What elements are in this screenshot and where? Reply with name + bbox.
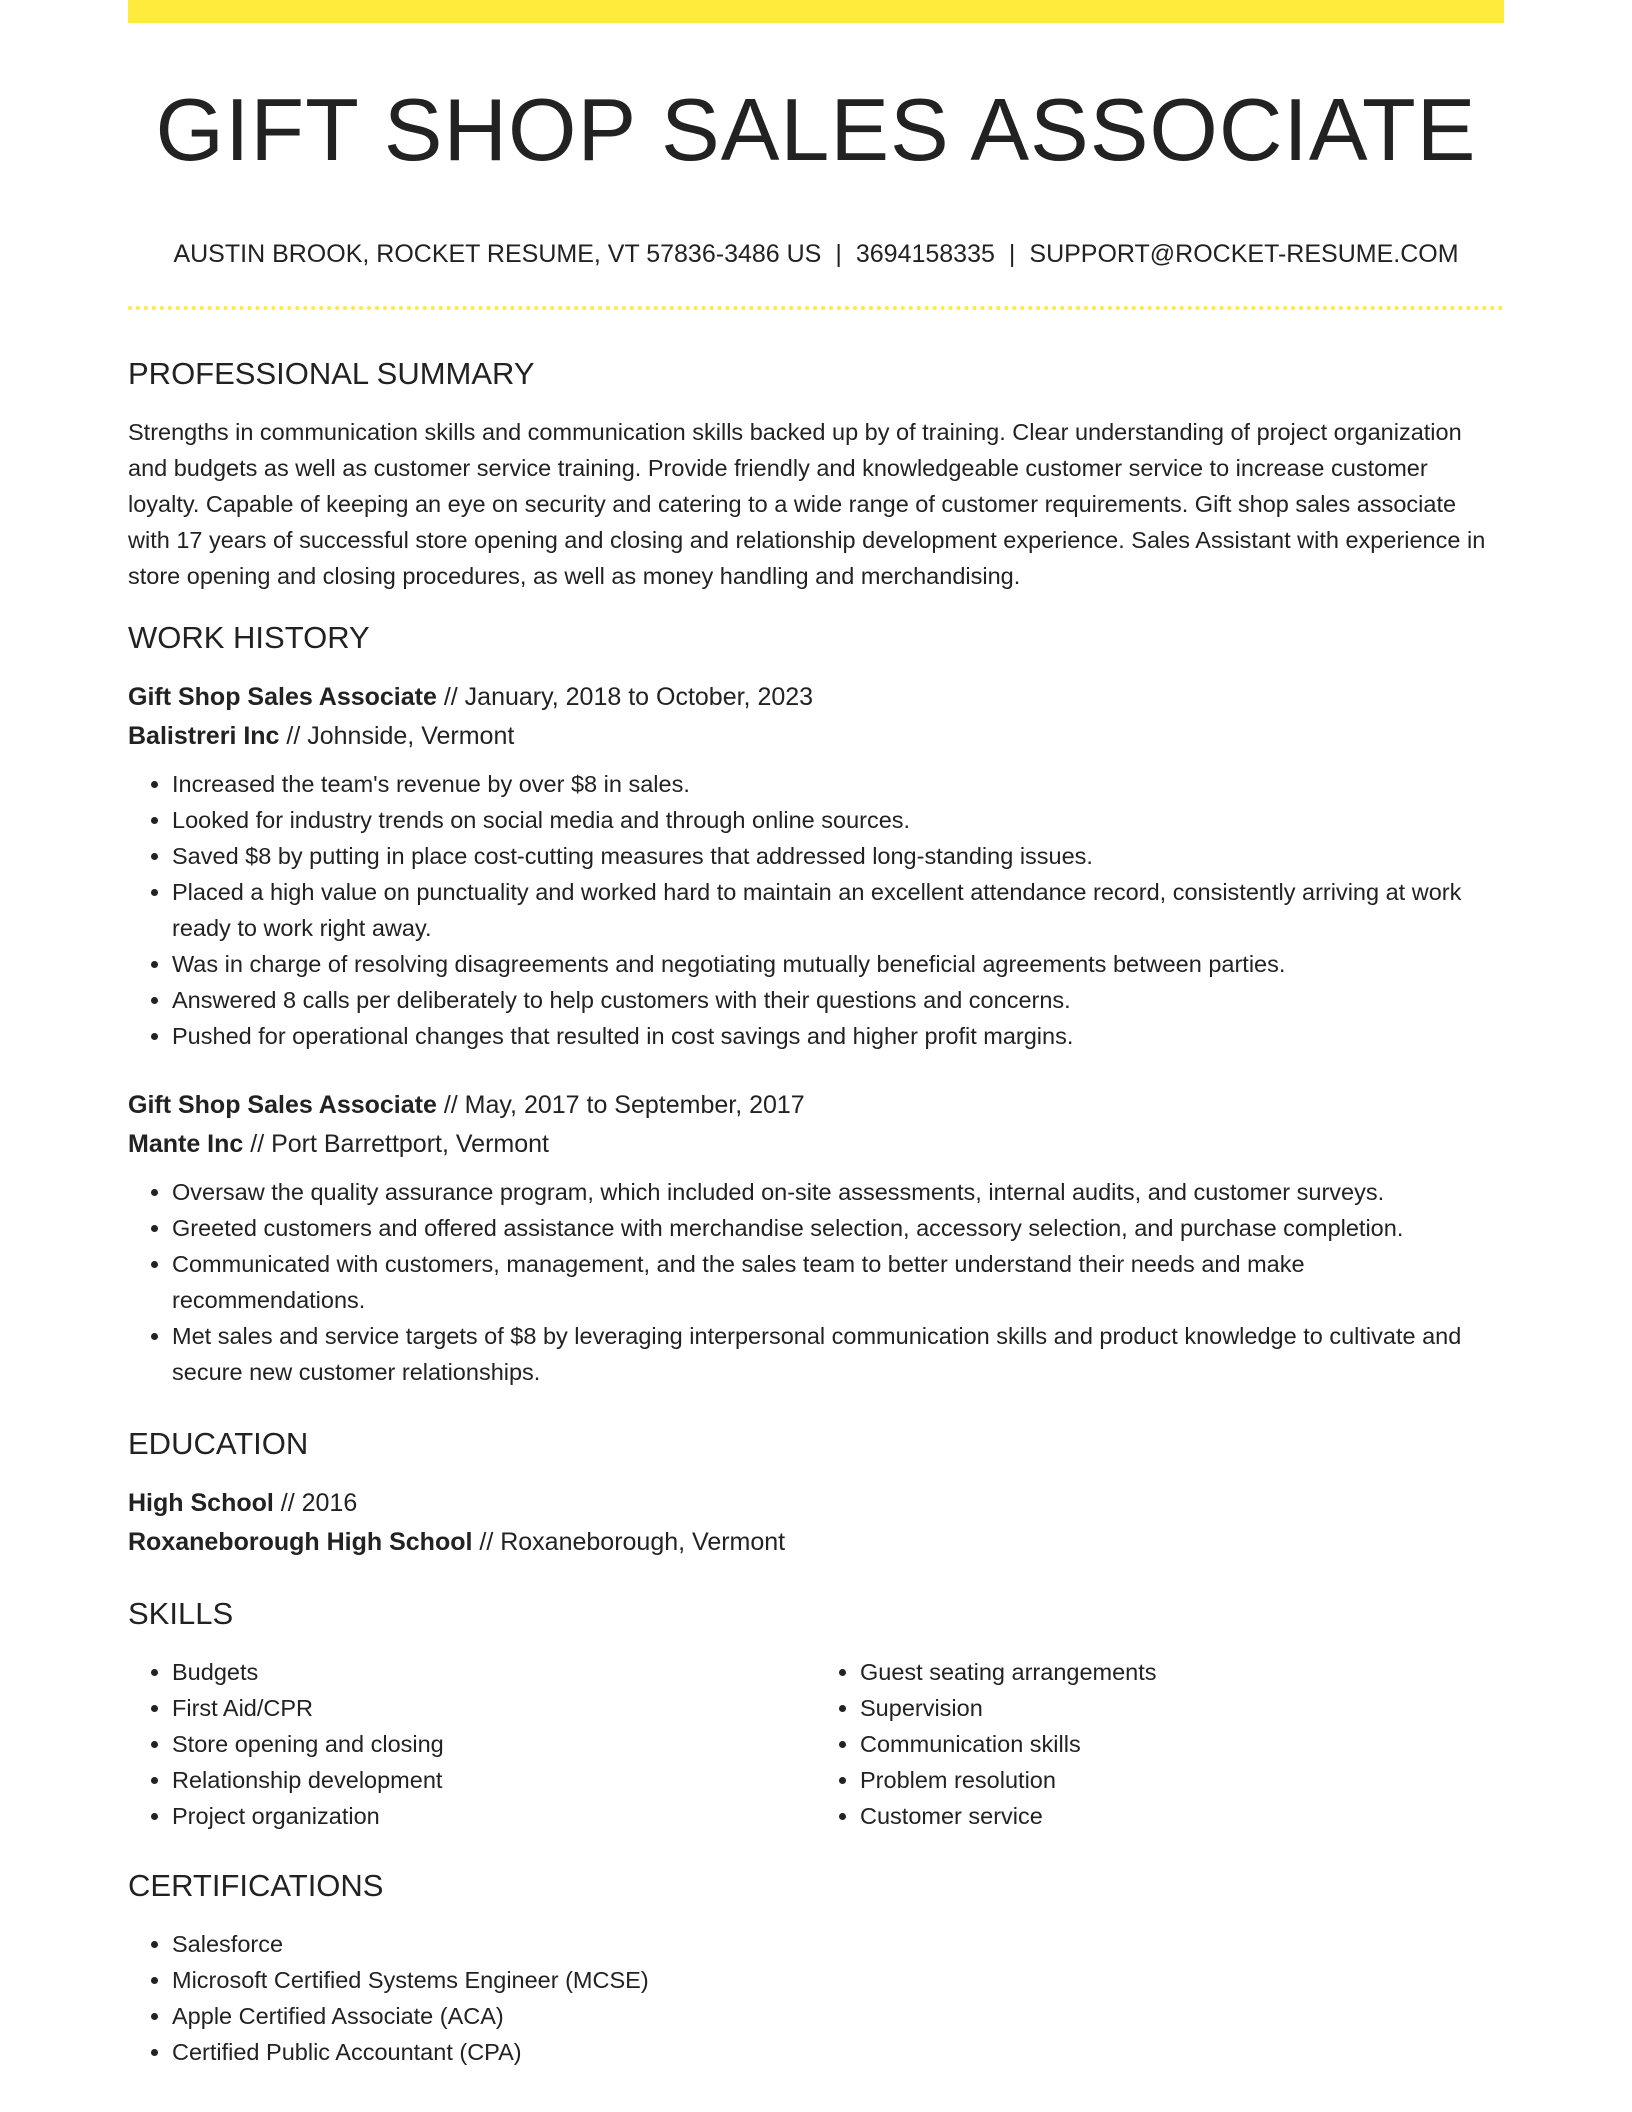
- education-location: // Roxaneborough, Vermont: [472, 1528, 786, 1556]
- job-bullet: • Communicated with customers, management, and the sales team to better understand their needs and make recommendations.: [172, 1246, 1504, 1318]
- skills-left-column: [128, 1654, 816, 1834]
- job-bullet: • Was in charge of resolving disagreements and negotiating mutually beneficial agreements between parties.: [172, 946, 1504, 982]
- work-history-section: [128, 616, 1504, 1390]
- contact-phone: 3694158335: [855, 240, 995, 268]
- dotted-divider: [128, 306, 1504, 310]
- job-bullets: [128, 1174, 1504, 1390]
- contact-separator: |: [1008, 240, 1016, 268]
- job-entry: [128, 1086, 1504, 1390]
- education-year: // 2016: [273, 1489, 358, 1517]
- contact-separator: |: [835, 240, 842, 268]
- education-school-line: [128, 1523, 1504, 1562]
- education-section: [128, 1422, 1504, 1562]
- skills-section: [128, 1592, 1504, 1834]
- job-role: Gift Shop Sales Associate: [128, 1091, 437, 1119]
- certification-item: • Salesforce: [172, 1926, 1504, 1962]
- education-degree: High School: [128, 1489, 274, 1517]
- job-role-line: [128, 678, 1504, 717]
- skill-item: • Communication skills: [860, 1726, 1504, 1762]
- job-bullet: • Greeted customers and offered assistance with merchandise selection, accessory selection, and purchase completion.: [172, 1210, 1504, 1246]
- job-dates: // May, 2017 to September, 2017: [436, 1091, 805, 1119]
- job-company-line: [128, 1125, 1504, 1164]
- accent-top-bar: [128, 0, 1504, 23]
- education-degree-line: [128, 1484, 1504, 1523]
- work-history-heading: WORK HISTORY: [128, 620, 370, 655]
- skills-grid: [128, 1654, 1504, 1834]
- summary-text: Strengths in communication skills and communication skills backed up by of training. Clear understanding of project organization and budgets as well as customer service training. Provide friendly and knowledgeable customer service to increase customer loyalty. Capable of keeping an eye on security and catering to a wide range of customer requirements. Gift shop sales associate with 17 years of successful store opening and closing and relationship development experience. Sales Assistant with experience in store opening and closing procedures, as well as money handling and merchandising.: [128, 419, 1486, 589]
- job-bullet: • Looked for industry trends on social media and through online sources.: [172, 802, 1504, 838]
- skill-item: • Problem resolution: [860, 1762, 1504, 1798]
- education-school: Roxaneborough High School: [128, 1528, 473, 1556]
- skill-item: • Customer service: [860, 1798, 1504, 1834]
- summary-heading: PROFESSIONAL SUMMARY: [128, 356, 535, 391]
- contact-email: SUPPORT@ROCKET-RESUME.COM: [1029, 240, 1459, 268]
- skills-right-column: [816, 1654, 1504, 1834]
- job-bullet: • Placed a high value on punctuality and worked hard to maintain an excellent attendance record, consistently arriving at work ready to work right away.: [172, 874, 1504, 946]
- job-bullet: • Answered 8 calls per deliberately to help customers with their questions and concerns.: [172, 982, 1504, 1018]
- summary-section: [128, 352, 1504, 594]
- job-bullet: • Increased the team's revenue by over $8 in sales.: [172, 766, 1504, 802]
- skill-item: • Relationship development: [172, 1762, 816, 1798]
- certifications-section: [128, 1864, 1504, 2070]
- job-company: Balistreri Inc: [128, 722, 280, 750]
- certification-item: • Microsoft Certified Systems Engineer (MCSE): [172, 1962, 1504, 1998]
- resume-title: GIFT SHOP SALES ASSOCIATE: [155, 80, 1477, 179]
- skill-item: • Guest seating arrangements: [860, 1654, 1504, 1690]
- certification-item: • Certified Public Accountant (CPA): [172, 2034, 1504, 2070]
- education-entry: [128, 1484, 1504, 1562]
- job-company-line: [128, 717, 1504, 756]
- job-location: // Port Barrettport, Vermont: [243, 1130, 549, 1158]
- job-dates: // January, 2018 to October, 2023: [436, 683, 814, 711]
- certifications-list: [128, 1926, 1504, 2070]
- resume-sections: [128, 352, 1504, 2070]
- contact-address: AUSTIN BROOK, ROCKET RESUME, VT 57836-3486 US: [173, 240, 822, 268]
- skill-item: • First Aid/CPR: [172, 1690, 816, 1726]
- job-role: Gift Shop Sales Associate: [128, 683, 437, 711]
- certifications-heading: CERTIFICATIONS: [128, 1868, 384, 1903]
- skills-heading: SKILLS: [128, 1596, 234, 1631]
- certification-item: • Apple Certified Associate (ACA): [172, 1998, 1504, 2034]
- skill-item: • Project organization: [172, 1798, 816, 1834]
- job-role-line: [128, 1086, 1504, 1125]
- job-bullet: • Pushed for operational changes that resulted in cost savings and higher profit margins.: [172, 1018, 1504, 1054]
- skill-item: • Store opening and closing: [172, 1726, 816, 1762]
- job-bullets: [128, 766, 1504, 1054]
- job-location: // Johnside, Vermont: [279, 722, 515, 750]
- skill-item: • Supervision: [860, 1690, 1504, 1726]
- job-bullet: • Met sales and service targets of $8 by leveraging interpersonal communication skills and product knowledge to cultivate and secure new customer relationships.: [172, 1318, 1504, 1390]
- job-bullet: • Saved $8 by putting in place cost-cutting measures that addressed long-standing issues.: [172, 838, 1504, 874]
- job-bullet: • Oversaw the quality assurance program, which included on-site assessments, internal audits, and customer surveys.: [172, 1174, 1504, 1210]
- education-heading: EDUCATION: [128, 1426, 309, 1461]
- contact-line: [128, 236, 1504, 272]
- job-entry: [128, 678, 1504, 1054]
- skill-item: • Budgets: [172, 1654, 816, 1690]
- job-company: Mante Inc: [128, 1130, 244, 1158]
